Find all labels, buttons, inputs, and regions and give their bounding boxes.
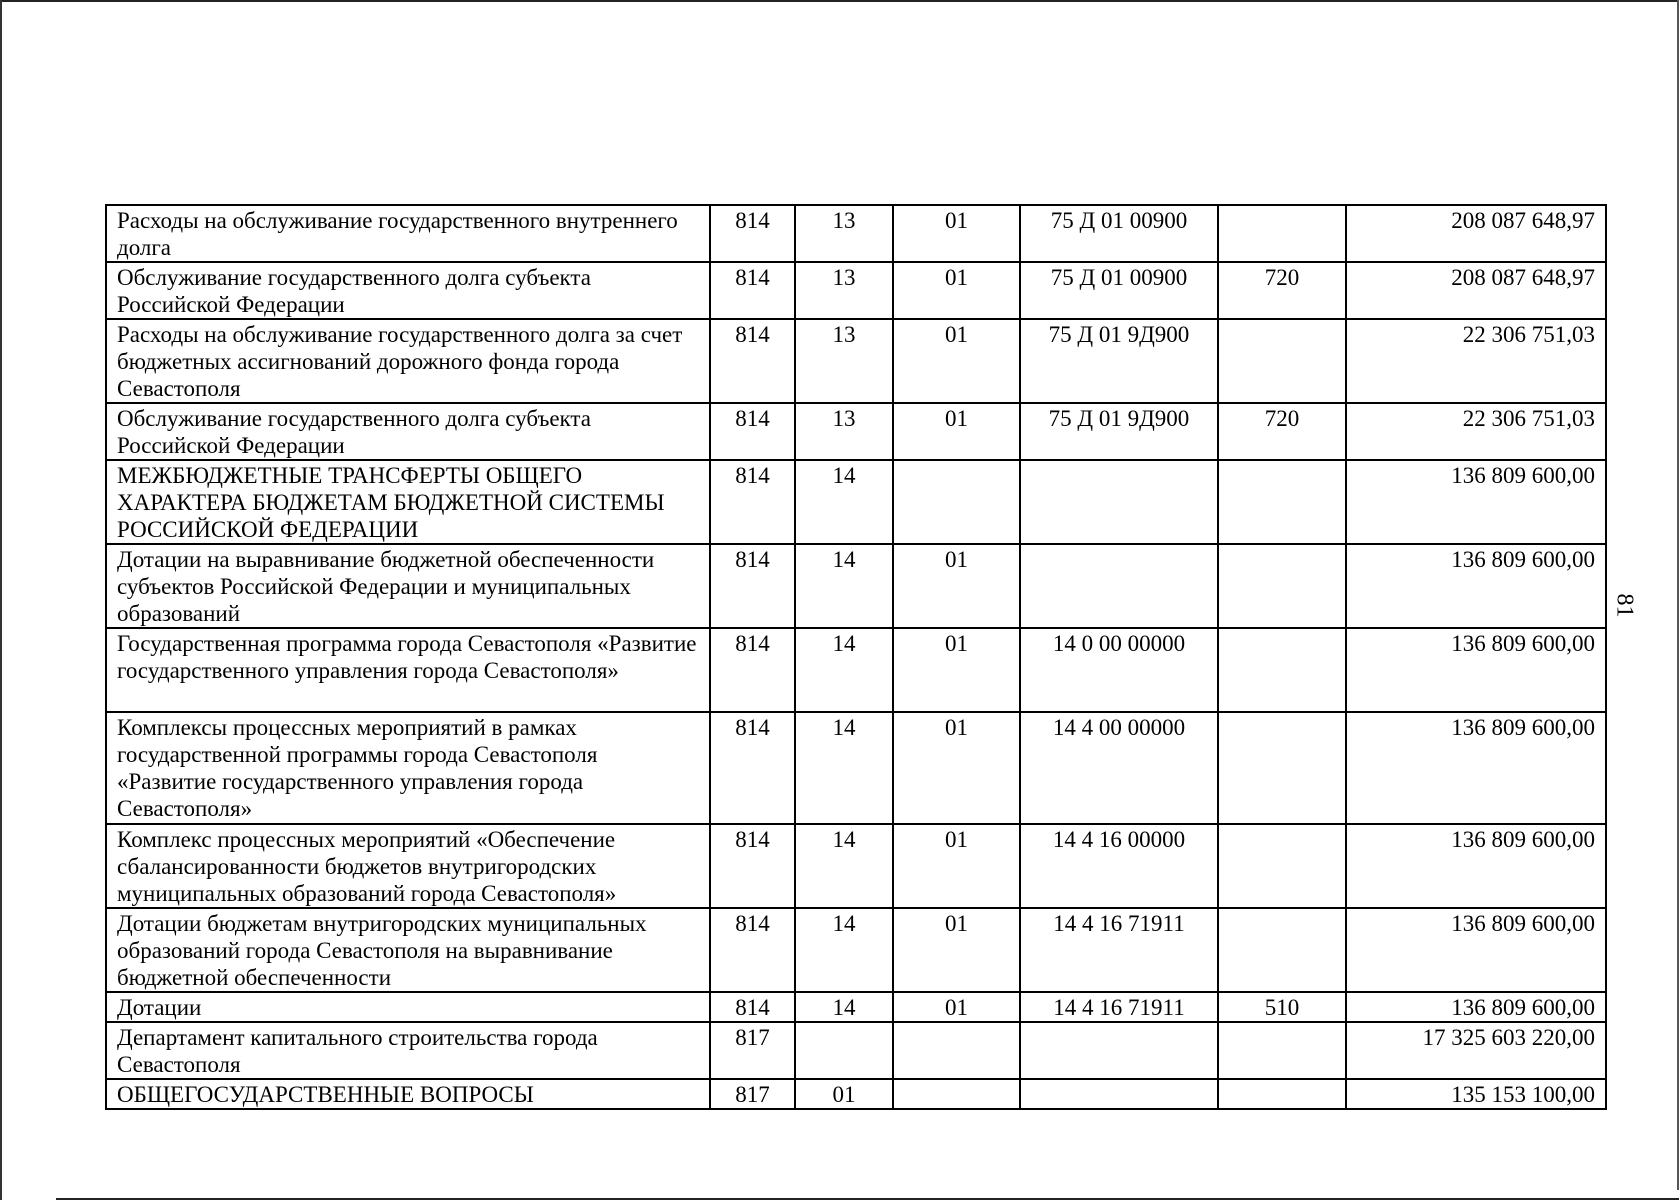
row-gr-code: 814 xyxy=(710,205,795,262)
row-section-code xyxy=(795,1022,893,1079)
row-amount: 208 087 648,97 xyxy=(1346,262,1606,319)
row-subsection-code xyxy=(893,1079,1020,1109)
row-gr-code: 814 xyxy=(710,262,795,319)
row-subsection-code: 01 xyxy=(893,544,1020,628)
row-section-code: 14 xyxy=(795,628,893,712)
row-name: Государственная программа города Севастополя «Развитие государственного управления города Севастополя» xyxy=(106,628,710,712)
row-gr-code: 814 xyxy=(710,403,795,460)
row-section-code: 14 xyxy=(795,992,893,1022)
row-amount: 136 809 600,00 xyxy=(1346,544,1606,628)
row-subsection-code xyxy=(893,460,1020,544)
row-gr-code: 817 xyxy=(710,1022,795,1079)
row-gr-code: 814 xyxy=(710,544,795,628)
row-amount: 17 325 603 220,00 xyxy=(1346,1022,1606,1079)
row-gr-code: 817 xyxy=(710,1079,795,1109)
row-name: Дотации бюджетам внутригородских муниципальных образований города Севастополя на выравнивание бюджетной обеспеченности xyxy=(106,908,710,992)
row-expense-type xyxy=(1218,1022,1346,1079)
row-expense-type xyxy=(1218,205,1346,262)
row-name: Комплексы процессных мероприятий в рамках государственной программы города Севастополя «Развитие государственного управления города Севастополя» xyxy=(106,712,710,824)
row-target-article xyxy=(1020,544,1218,628)
row-section-code: 13 xyxy=(795,319,893,403)
row-section-code: 01 xyxy=(795,1079,893,1109)
table-row xyxy=(106,403,1606,460)
table-row xyxy=(106,1079,1606,1109)
row-name: Комплекс процессных мероприятий «Обеспечение сбалансированности бюджетов внутригородских муниципальных образований города Севастополя» xyxy=(106,824,710,908)
row-expense-type: 720 xyxy=(1218,403,1346,460)
row-subsection-code: 01 xyxy=(893,628,1020,712)
table-row xyxy=(106,992,1606,1022)
row-target-article xyxy=(1020,1079,1218,1109)
row-gr-code: 814 xyxy=(710,628,795,712)
row-target-article: 75 Д 01 9Д900 xyxy=(1020,319,1218,403)
row-amount: 136 809 600,00 xyxy=(1346,908,1606,992)
table-row xyxy=(106,908,1606,992)
row-name: МЕЖБЮДЖЕТНЫЕ ТРАНСФЕРТЫ ОБЩЕГО ХАРАКТЕРА БЮДЖЕТАМ БЮДЖЕТНОЙ СИСТЕМЫ РОССИЙСКОЙ ФЕДЕРАЦИИ xyxy=(106,460,710,544)
row-target-article: 14 4 16 71911 xyxy=(1020,908,1218,992)
row-subsection-code xyxy=(893,1022,1020,1079)
row-gr-code: 814 xyxy=(710,712,795,824)
table-row xyxy=(106,205,1606,262)
row-gr-code: 814 xyxy=(710,319,795,403)
row-gr-code: 814 xyxy=(710,992,795,1022)
scan-edge-top xyxy=(0,0,1679,2)
row-expense-type xyxy=(1218,544,1346,628)
row-gr-code: 814 xyxy=(710,824,795,908)
row-subsection-code: 01 xyxy=(893,262,1020,319)
row-amount: 22 306 751,03 xyxy=(1346,319,1606,403)
row-target-article: 14 4 16 00000 xyxy=(1020,824,1218,908)
row-target-article xyxy=(1020,460,1218,544)
row-expense-type xyxy=(1218,460,1346,544)
row-target-article: 75 Д 01 00900 xyxy=(1020,205,1218,262)
row-subsection-code: 01 xyxy=(893,319,1020,403)
row-subsection-code: 01 xyxy=(893,908,1020,992)
row-subsection-code: 01 xyxy=(893,403,1020,460)
row-name: Обслуживание государственного долга субъекта Российской Федерации xyxy=(106,403,710,460)
row-subsection-code: 01 xyxy=(893,992,1020,1022)
row-subsection-code: 01 xyxy=(893,712,1020,824)
row-amount: 136 809 600,00 xyxy=(1346,712,1606,824)
budget-table xyxy=(105,204,1607,1110)
table-row xyxy=(106,262,1606,319)
table-row xyxy=(106,712,1606,824)
budget-table-body xyxy=(106,205,1606,1109)
row-section-code: 14 xyxy=(795,824,893,908)
row-target-article xyxy=(1020,1022,1218,1079)
row-section-code: 14 xyxy=(795,460,893,544)
row-target-article: 14 4 00 00000 xyxy=(1020,712,1218,824)
row-amount: 208 087 648,97 xyxy=(1346,205,1606,262)
row-expense-type xyxy=(1218,824,1346,908)
row-subsection-code: 01 xyxy=(893,205,1020,262)
row-gr-code: 814 xyxy=(710,908,795,992)
row-expense-type xyxy=(1218,628,1346,712)
row-section-code: 14 xyxy=(795,712,893,824)
row-name: Расходы на обслуживание государственного долга за счет бюджетных ассигнований дорожного фонда города Севастополя xyxy=(106,319,710,403)
page-number: 81 xyxy=(1611,593,1638,618)
row-name: Дотации на выравнивание бюджетной обеспеченности субъектов Российской Федерации и муниципальных образований xyxy=(106,544,710,628)
row-name: ОБЩЕГОСУДАРСТВЕННЫЕ ВОПРОСЫ xyxy=(106,1079,710,1109)
row-amount: 136 809 600,00 xyxy=(1346,628,1606,712)
row-amount: 136 809 600,00 xyxy=(1346,824,1606,908)
table-row xyxy=(106,460,1606,544)
row-gr-code: 814 xyxy=(710,460,795,544)
row-expense-type xyxy=(1218,908,1346,992)
scan-edge-left xyxy=(0,0,2,1200)
row-section-code: 13 xyxy=(795,262,893,319)
row-amount: 22 306 751,03 xyxy=(1346,403,1606,460)
row-amount: 136 809 600,00 xyxy=(1346,460,1606,544)
row-expense-type xyxy=(1218,1079,1346,1109)
row-section-code: 13 xyxy=(795,205,893,262)
row-target-article: 14 4 16 71911 xyxy=(1020,992,1218,1022)
row-target-article: 14 0 00 00000 xyxy=(1020,628,1218,712)
row-section-code: 14 xyxy=(795,908,893,992)
row-section-code: 13 xyxy=(795,403,893,460)
row-expense-type: 510 xyxy=(1218,992,1346,1022)
row-expense-type xyxy=(1218,319,1346,403)
row-name: Департамент капитального строительства города Севастополя xyxy=(106,1022,710,1079)
row-name: Расходы на обслуживание государственного внутреннего долга xyxy=(106,205,710,262)
row-subsection-code: 01 xyxy=(893,824,1020,908)
row-target-article: 75 Д 01 00900 xyxy=(1020,262,1218,319)
table-row xyxy=(106,628,1606,712)
table-row xyxy=(106,319,1606,403)
table-row xyxy=(106,1022,1606,1079)
row-name: Обслуживание государственного долга субъекта Российской Федерации xyxy=(106,262,710,319)
row-target-article: 75 Д 01 9Д900 xyxy=(1020,403,1218,460)
row-name: Дотации xyxy=(106,992,710,1022)
row-amount: 135 153 100,00 xyxy=(1346,1079,1606,1109)
row-expense-type: 720 xyxy=(1218,262,1346,319)
row-expense-type xyxy=(1218,712,1346,824)
row-amount: 136 809 600,00 xyxy=(1346,992,1606,1022)
table-row xyxy=(106,824,1606,908)
table-row xyxy=(106,544,1606,628)
row-section-code: 14 xyxy=(795,544,893,628)
